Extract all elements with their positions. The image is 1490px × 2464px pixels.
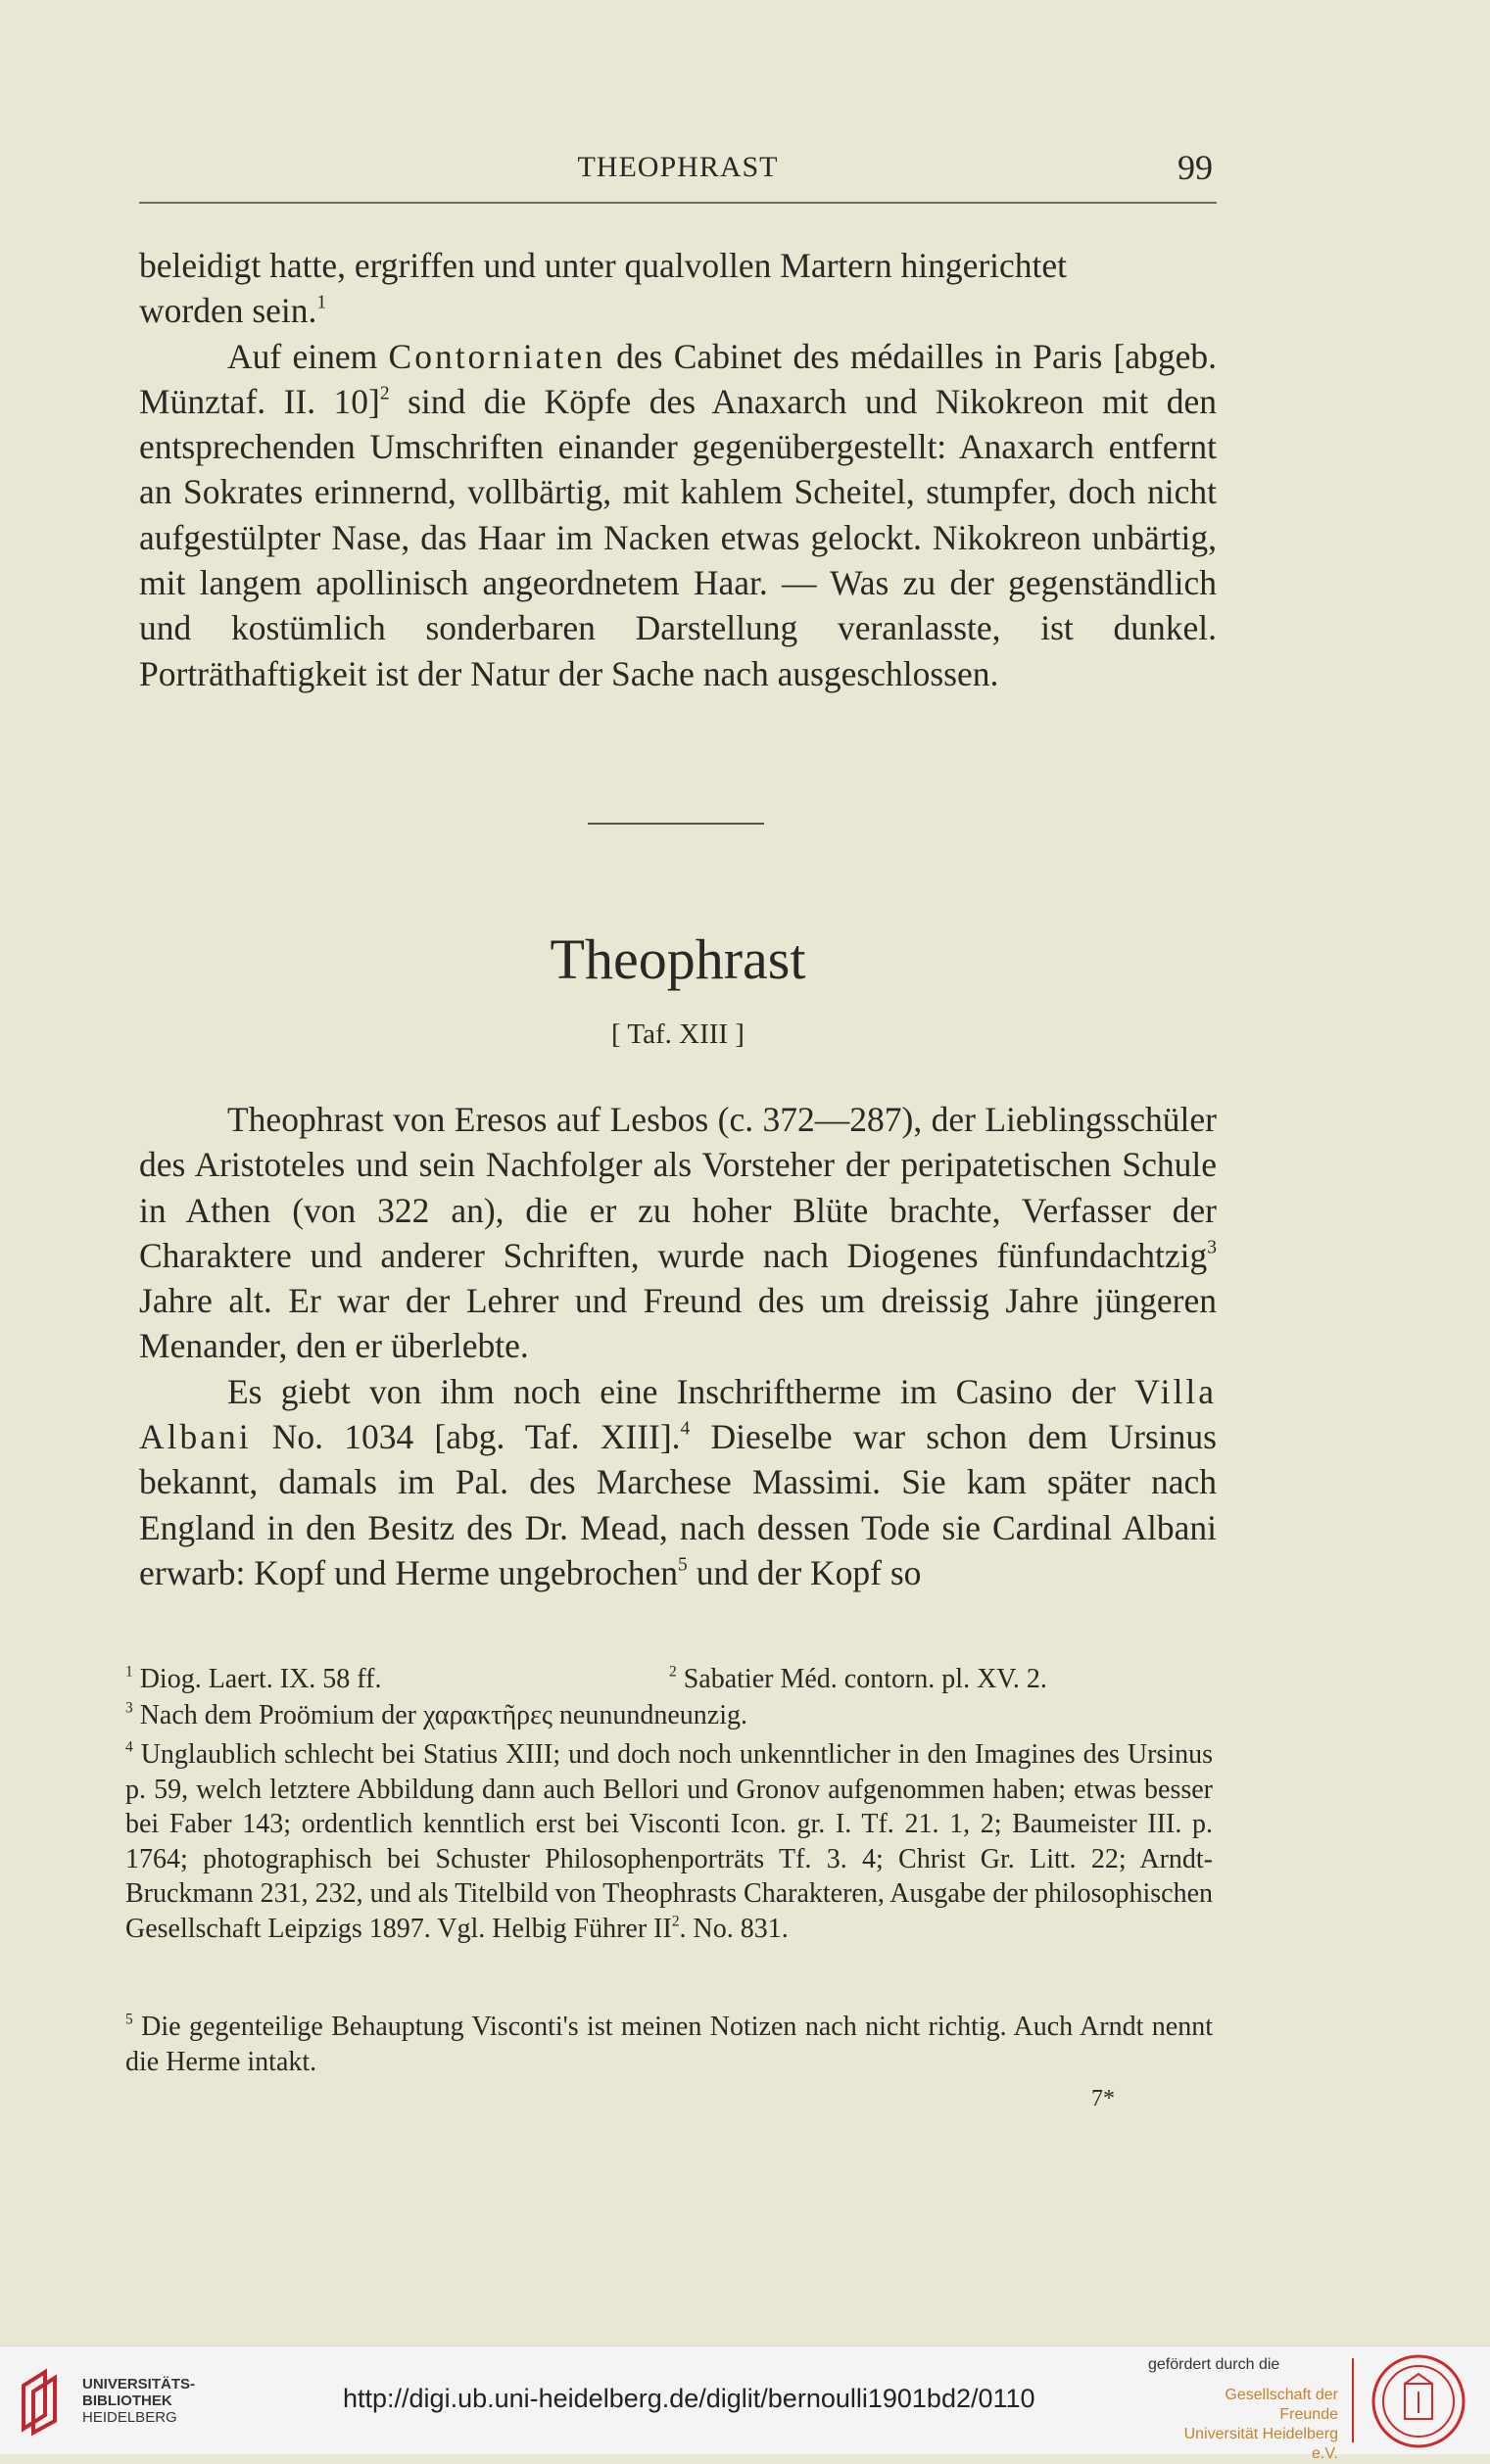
spaced-term: Villa Albani [139, 1371, 1217, 1457]
paragraph-biography: Theophrast von Eresos auf Lesbos (c. 372—287), der Lieblingsschüler des Aristoteles und sein Nachfolger als Vorsteher der peripatetischen Schule in Athen (von 322 an), die er zu hoher Blüte brachte, Verfasser der Charaktere und anderer Schriften, wurde nach Diogenes fünfundachtzig$^3$ Jahre alt. Er war der Lehrer und Freund des um dreissig Jahre jüngeren Menander, den er überlebte. [139, 1100, 1217, 1366]
library-name: UNIVERSITÄTS- BIBLIOTHEK HEIDELBERG [82, 2376, 196, 2426]
permalink-url[interactable]: http://digi.ub.uni-heidelberg.de/diglit/bernoulli1901bd2/0110 [343, 2384, 1035, 2413]
library-logo-icon [16, 2368, 65, 2437]
running-title: THEOPHRAST [577, 151, 779, 183]
section-divider [588, 823, 764, 825]
footnote-ref-3: 3 [1207, 1237, 1217, 1258]
continued-text [139, 243, 1217, 696]
footnote-1: $^1$ Diog. Laert. IX. 58 ff. [125, 1663, 382, 1694]
paragraph-herme: Es giebt von ihm noch eine Inschriftherme im Casino der Villa Albani No. 1034 [abg. Taf. XIII].$^4$ Dieselbe war schon dem Ursinus bekannt, damals im Pal. des Marchese Massimi. Sie kam später nach England in den Besitz des Dr. Mead, nach dessen Tode sie Cardinal Albani erwarb: Kopf und Herme ungebrochen$^5$ und der Kopf so [139, 1371, 1217, 1592]
footer-divider [1352, 2358, 1354, 2442]
digitization-footer [0, 2346, 1490, 2462]
footnote-ref-1: 1 [316, 292, 327, 313]
footnotes-1-2 [125, 1663, 1213, 1696]
footnote-ref-2: 2 [379, 383, 390, 404]
sponsor-name: Gesellschaft der Freunde Universität Heidelberg e.V. [1183, 2387, 1338, 2462]
university-seal-icon [1370, 2352, 1467, 2450]
footnote-ref-5: 5 [678, 1554, 688, 1576]
footnote-2: $^2$ Sabatier Méd. contorn. pl. XV. 2. [669, 1663, 1047, 1694]
footnote-5: $^5$ Die gegenteilige Behauptung Visconti's ist meinen Notizen nach nicht richtig. Auch Arndt nennt die Herme intakt. [125, 2011, 1214, 2077]
running-header [139, 147, 1217, 204]
footnote-ref-4: 4 [680, 1418, 691, 1440]
spaced-term: Contorniaten [388, 336, 605, 376]
paragraph-continued: beleidigt hatte, ergriffen und unter qualvollen Martern hingerichtet worden sein.$^1$ [139, 246, 1068, 331]
page-number: 99 [1178, 148, 1213, 187]
plate-reference: [ Taf. XIII ] [611, 1019, 745, 1050]
footnote-3: $^3$ Nach dem Proömium der χαρακτῆρες neunundneunzig. [125, 1699, 747, 1730]
footnote-4: $^4$ Unglaublich schlecht bei Statius XIII; und doch noch unkenntlicher in den Imagines des Ursinus p. 59, welch letztere Abbildung dann auch Bellori und Gronov aufgenommen haben; etwas besser bei Faber 143; ordentlich kenntlich erst bei Visconti Icon. gr. I. Tf. 21. 1, 2; Baumeister III. p. 1764; photographisch bei Schuster Philosophenporträts Tf. 3. 4; Christ Gr. Litt. 22; Arndt-Bruckmann 231, 232, und als Titelbild von Theophrasts Charakteren, Ausgabe der philosophischen Gesellschaft Leipzigs 1897. Vgl. Helbig Führer $II^2$. No. 831. [125, 1738, 1214, 1944]
body-text [139, 1097, 1217, 1595]
section-title: Theophrast [550, 927, 806, 991]
printer-signature: 7* [1091, 2086, 1115, 2111]
paragraph-contorniaten: Auf einem Contorniaten des Cabinet des médailles in Paris [abgeb. Münztaf. II. 10]$^2$ sind die Köpfe des Anaxarch und Nikokreon mit den entsprechenden Umschriften einander gegenübergestellt: Anaxarch entfernt an Sokrates erinnernd, vollbärtig, mit kahlem Scheitel, stumpfer, doch nicht aufgestülpter Nase, das Haar im Nacken etwas gelockt. Nikokreon unbärtig, mit langem apollinisch angeordnetem Haar. — Was zu der gegenständlich und kostümlich sonderbaren Darstellung veranlasste, ist dunkel. Porträthaftigkeit ist der Natur der Sache nach ausgeschlossen. [139, 336, 1218, 693]
sponsor-lead: gefördert durch die [1148, 2356, 1280, 2373]
